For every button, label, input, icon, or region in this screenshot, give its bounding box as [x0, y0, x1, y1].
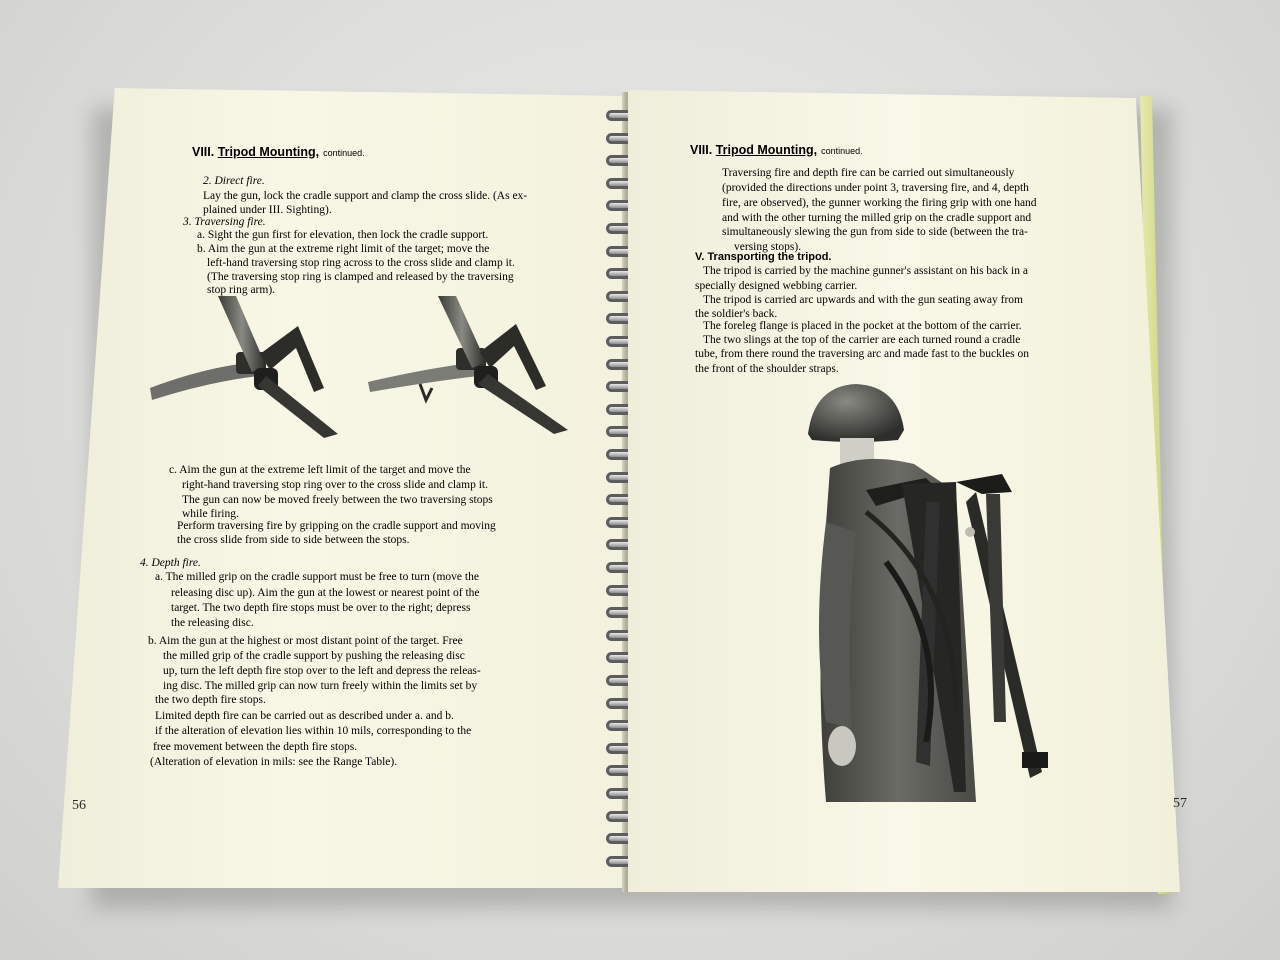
tripod-clamp-photo [148, 296, 578, 438]
left-line: 4. Depth fire. [140, 557, 201, 569]
left-line: left-hand traversing stop ring across to the cross slide and clamp it. [207, 257, 515, 269]
right-line: The two slings at the top of the carrier are each turned round a cradle [703, 334, 1021, 346]
right-line: Traversing fire and depth fire can be carried out simultaneously [722, 167, 1015, 179]
right-line: V. Transporting the tripod. [695, 251, 832, 263]
right-line: specially designed webbing carrier. [695, 280, 858, 292]
left-line: 3. Traversing fire. [183, 216, 266, 228]
left-line: releasing disc up). Aim the gun at the lowest or nearest point of the [171, 587, 480, 599]
left-line: ing disc. The milled grip can now turn freely within the limits set by [163, 680, 478, 692]
left-line: Lay the gun, lock the cradle support and clamp the cross slide. (As ex- [203, 190, 528, 202]
right-line: The tripod is carried arc upwards and with the gun seating away from [703, 294, 1023, 306]
left-line: the two depth fire stops. [155, 694, 266, 706]
right-line: The foreleg flange is placed in the pocket at the bottom of the carrier. [703, 320, 1022, 332]
left-line: (Alteration of elevation in mils: see the Range Table). [150, 756, 398, 768]
right-line: fire, are observed), the gunner working the firing grip with one hand [722, 197, 1037, 209]
soldier-carrying-tripod-photo [806, 382, 1066, 802]
right-line: the front of the shoulder straps. [695, 363, 839, 375]
right-line: the soldier's back. [695, 308, 778, 320]
left-page-number: 56 [72, 798, 86, 813]
right-line: (provided the directions under point 3, traversing fire, and 4, depth [722, 182, 1029, 194]
left-line: right-hand traversing stop ring over to the cross slide and clamp it. [182, 479, 488, 491]
right-page-heading: VIII. Tripod Mounting, continued. [690, 143, 863, 157]
right-line: and with the other turning the milled grip on the cradle support and [722, 212, 1032, 224]
right-line: tube, from there round the traversing arc and made fast to the buckles on [695, 348, 1030, 360]
left-line: target. The two depth fire stops must be over to the right; depress [171, 602, 471, 614]
left-line: the milled grip of the cradle support by pushing the releasing disc [163, 650, 465, 662]
left-line: (The traversing stop ring is clamped and released by the traversing [207, 271, 514, 283]
left-line: The gun can now be moved freely between the two traversing stops [182, 494, 493, 506]
left-line: b. Aim the gun at the highest or most distant point of the target. Free [148, 635, 463, 647]
left-line: 2. Direct fire. [203, 175, 265, 187]
left-line: if the alteration of elevation lies within 10 mils, corresponding to the [155, 725, 472, 737]
left-line: c. Aim the gun at the extreme left limit of the target and move the [169, 464, 471, 476]
right-page-number: 57 [1173, 796, 1187, 811]
left-line: the releasing disc. [171, 617, 254, 629]
right-line: The tripod is carried by the machine gunner's assistant on his back in a [703, 265, 1028, 277]
left-line: b. Aim the gun at the extreme right limit of the target; move the [197, 243, 490, 255]
left-line: the cross slide from side to side between the stops. [177, 534, 410, 546]
left-line: up, turn the left depth fire stop over to the left and depress the releas- [163, 665, 481, 677]
left-line: a. Sight the gun first for elevation, then lock the cradle support. [197, 229, 489, 241]
right-line: versing stops). [734, 241, 802, 253]
right-line: simultaneously slewing the gun from side to side (between the tra- [722, 226, 1028, 238]
left-page-heading: VIII. Tripod Mounting, continued. [192, 145, 365, 159]
left-line: Limited depth fire can be carried out as described under a. and b. [155, 710, 454, 722]
left-line: free movement between the depth fire stops. [153, 741, 358, 753]
left-line: while firing. [182, 508, 239, 520]
left-line: a. The milled grip on the cradle support must be free to turn (move the [155, 571, 479, 583]
left-line: stop ring arm). [207, 284, 276, 296]
left-line: Perform traversing fire by gripping on the cradle support and moving [177, 520, 496, 532]
left-line: plained under III. Sighting). [203, 204, 332, 216]
